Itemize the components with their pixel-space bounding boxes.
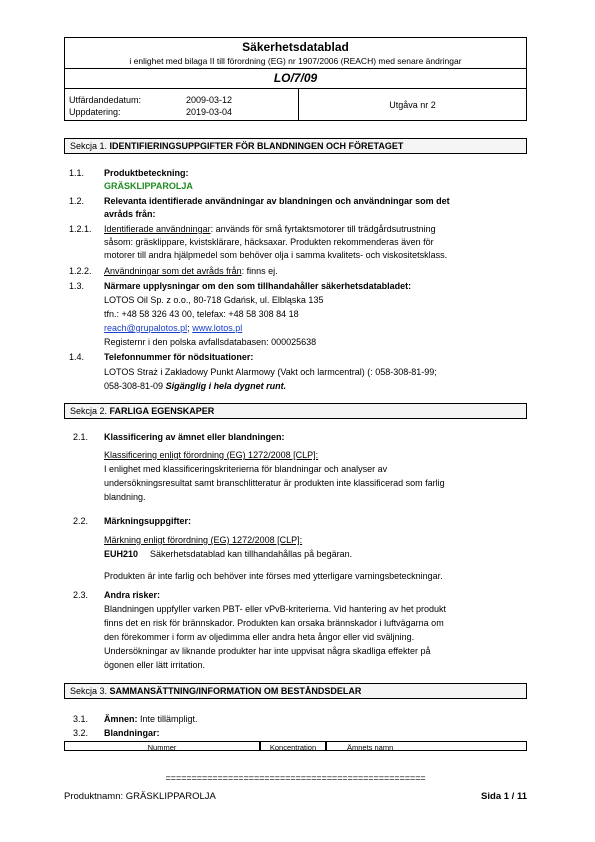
classification-line1: I enlighet med klassificeringskriterierna för blandningar och analyser av [104, 464, 388, 474]
section2-title: FARLIGA EGENSKAPER [109, 406, 215, 416]
item-number: 1.4. [69, 352, 85, 362]
item-number: 1.2.1. [69, 224, 92, 234]
identified-uses-line1: : används för små fyrtaktsmotorer till trädgårdsutrustning [210, 224, 436, 234]
euh-text: Säkerhetsdatablad kan tillhandahållas på begäran. [150, 549, 353, 559]
other-hazards-label: Andra risker: [104, 590, 161, 600]
other-hazards-line3: den förekommer i form av oljedimma eller andra heta ångor eller vid sväljning. [104, 632, 415, 642]
advised-against-label: Användningar som det avråds från [104, 266, 242, 276]
issue-date-label: Utfärdandedatum: [69, 95, 142, 105]
other-hazards-line1: Blandningen uppfyller varken PBT- eller vPvB-kriterierna. Vid hantering av het produkt [104, 604, 447, 614]
item-number: 2.1. [73, 432, 89, 442]
emergency-number: 058-308-81-09 [104, 381, 164, 391]
advised-against-value: : finns ej. [241, 266, 278, 276]
divider [64, 68, 527, 69]
other-hazards-line5: ögonen eller lätt irritation. [104, 660, 206, 670]
labelling-note: Produkten är inte farlig och behöver inte förses med ytterligare varningsbeteckningar. [104, 571, 443, 581]
classification-subheading: Klassificering enligt förordning (EG) 1272/2008 [CLP]: [104, 450, 319, 460]
supplier-label: Närmare upplysningar om den som tillhandahåller säkerhetsdatabladet: [104, 281, 412, 291]
update-date-label: Uppdatering: [69, 107, 121, 117]
item-number: 1.2.2. [69, 266, 92, 276]
classification-line2: undersökningsresultat samt branschlitteratur är produkten inte klassificerad som farlig [104, 478, 445, 488]
supplier-phone: tfn.: +48 58 326 43 00, telefax: +48 58 308 84 18 [104, 309, 299, 319]
euh-code: EUH210 [104, 549, 139, 559]
page-number: Sida 1 / 11 [481, 791, 527, 802]
table-header-substance-name: Ämnets namn [326, 741, 527, 751]
section2-heading [70, 406, 214, 416]
identified-uses-text [104, 224, 524, 234]
document-title: Säkerhetsdatablad [242, 40, 349, 54]
substances-label: Ämnen: [104, 714, 138, 724]
product-name: GRÄSKLIPPAROLJA [104, 181, 193, 191]
identified-uses-label: Identifierade användningar [104, 224, 211, 234]
table-header-number: Nummer [64, 741, 260, 751]
item-number: 2.2. [73, 516, 89, 526]
update-date: 2019-03-04 [186, 107, 233, 117]
supplier-address: LOTOS Oil Sp. z o.o., 80-718 Gdańsk, ul. Elbląska 135 [104, 295, 324, 305]
availability-note: Sigänglig i hela dygnet runt. [165, 381, 287, 391]
section3-prefix: Sekcja 3. [70, 686, 108, 696]
substances-text [104, 714, 198, 724]
mixtures-label: Blandningar: [104, 728, 160, 738]
footer-product-name: Produktnamn: GRÄSKLIPPAROLJA [64, 791, 216, 802]
section1-title: IDENTIFIERINGSUPPGIFTER FÖR BLANDNINGEN OCH FÖRETAGET [109, 141, 404, 151]
edition-label: Utgåva nr 2 [389, 100, 436, 110]
labelling-subheading: Märkning enligt förordning (EG) 1272/2008 [CLP]: [104, 535, 303, 545]
classification-label: Klassificering av ämnet eller blandningen: [104, 432, 285, 442]
item-number: 3.1. [73, 714, 89, 724]
email-link[interactable]: reach@grupalotos.pl [104, 323, 188, 333]
divider [64, 88, 527, 89]
table-header-concentration: Koncentration [260, 741, 326, 751]
relevant-uses-label: Relevanta identifierade användningar av blandningen och användningar som det [104, 196, 450, 206]
item-number: 3.2. [73, 728, 89, 738]
document-subtitle: i enlighet med bilaga II till förordning (EG) nr 1907/2006 (REACH) med senare ändringar [129, 56, 462, 66]
labelling-label: Märkningsuppgifter: [104, 516, 191, 526]
footer-rule: ================================================== [165, 774, 426, 784]
other-hazards-line4: Undersökningar av liknande produkter har inte uppvisat några skadliga effekter på [104, 646, 431, 656]
item-number: 2.3. [73, 590, 89, 600]
separator: ; [187, 323, 193, 333]
classification-line3: blandning. [104, 492, 146, 502]
supplier-contacts [104, 323, 242, 333]
emergency-phone-line2 [104, 381, 286, 391]
issue-date: 2009-03-12 [186, 95, 233, 105]
item-number: 1.2. [69, 196, 85, 206]
document-code: LO/7/09 [273, 71, 318, 85]
item-number: 1.3. [69, 281, 85, 291]
identified-uses-line2: såsom: gräsklippare, kvistsklärare, häcksaxar. Produkten rekommenderas även för [104, 237, 434, 247]
website-link[interactable]: www.lotos.pl [192, 323, 243, 333]
section3-title: SAMMANSÄTTNING/INFORMATION OM BESTÅNDSDELAR [109, 686, 362, 696]
section1-prefix: Sekcja 1. [70, 141, 108, 151]
section2-prefix: Sekcja 2. [70, 406, 108, 416]
emergency-phone-line1: LOTOS Straż i Zakładowy Punkt Alarmowy (Vakt och larmcentral) (: 058-308-81-99; [104, 367, 437, 377]
waste-register: Registernr i den polska avfallsdatabasen: 000025638 [104, 337, 317, 347]
identified-uses-line3: motorer till andra hjälpmedel som behöver olja i samma kvalitets- och viskositetsklass. [104, 250, 448, 260]
section3-heading [70, 686, 361, 696]
advised-against-text [104, 266, 278, 276]
other-hazards-line2: finns det en risk för brännskador. Produkten kan orsaka brännskador i luftvägarna om [104, 618, 444, 628]
substances-value: Inte tillämpligt. [137, 714, 198, 724]
item-number: 1.1. [69, 168, 85, 178]
product-identifier-label: Produktbeteckning: [104, 168, 189, 178]
relevant-uses-label-cont: avråds från: [104, 209, 156, 219]
emergency-phone-label: Telefonnummer för nödsituationer: [104, 352, 254, 362]
section1-heading [70, 141, 403, 151]
